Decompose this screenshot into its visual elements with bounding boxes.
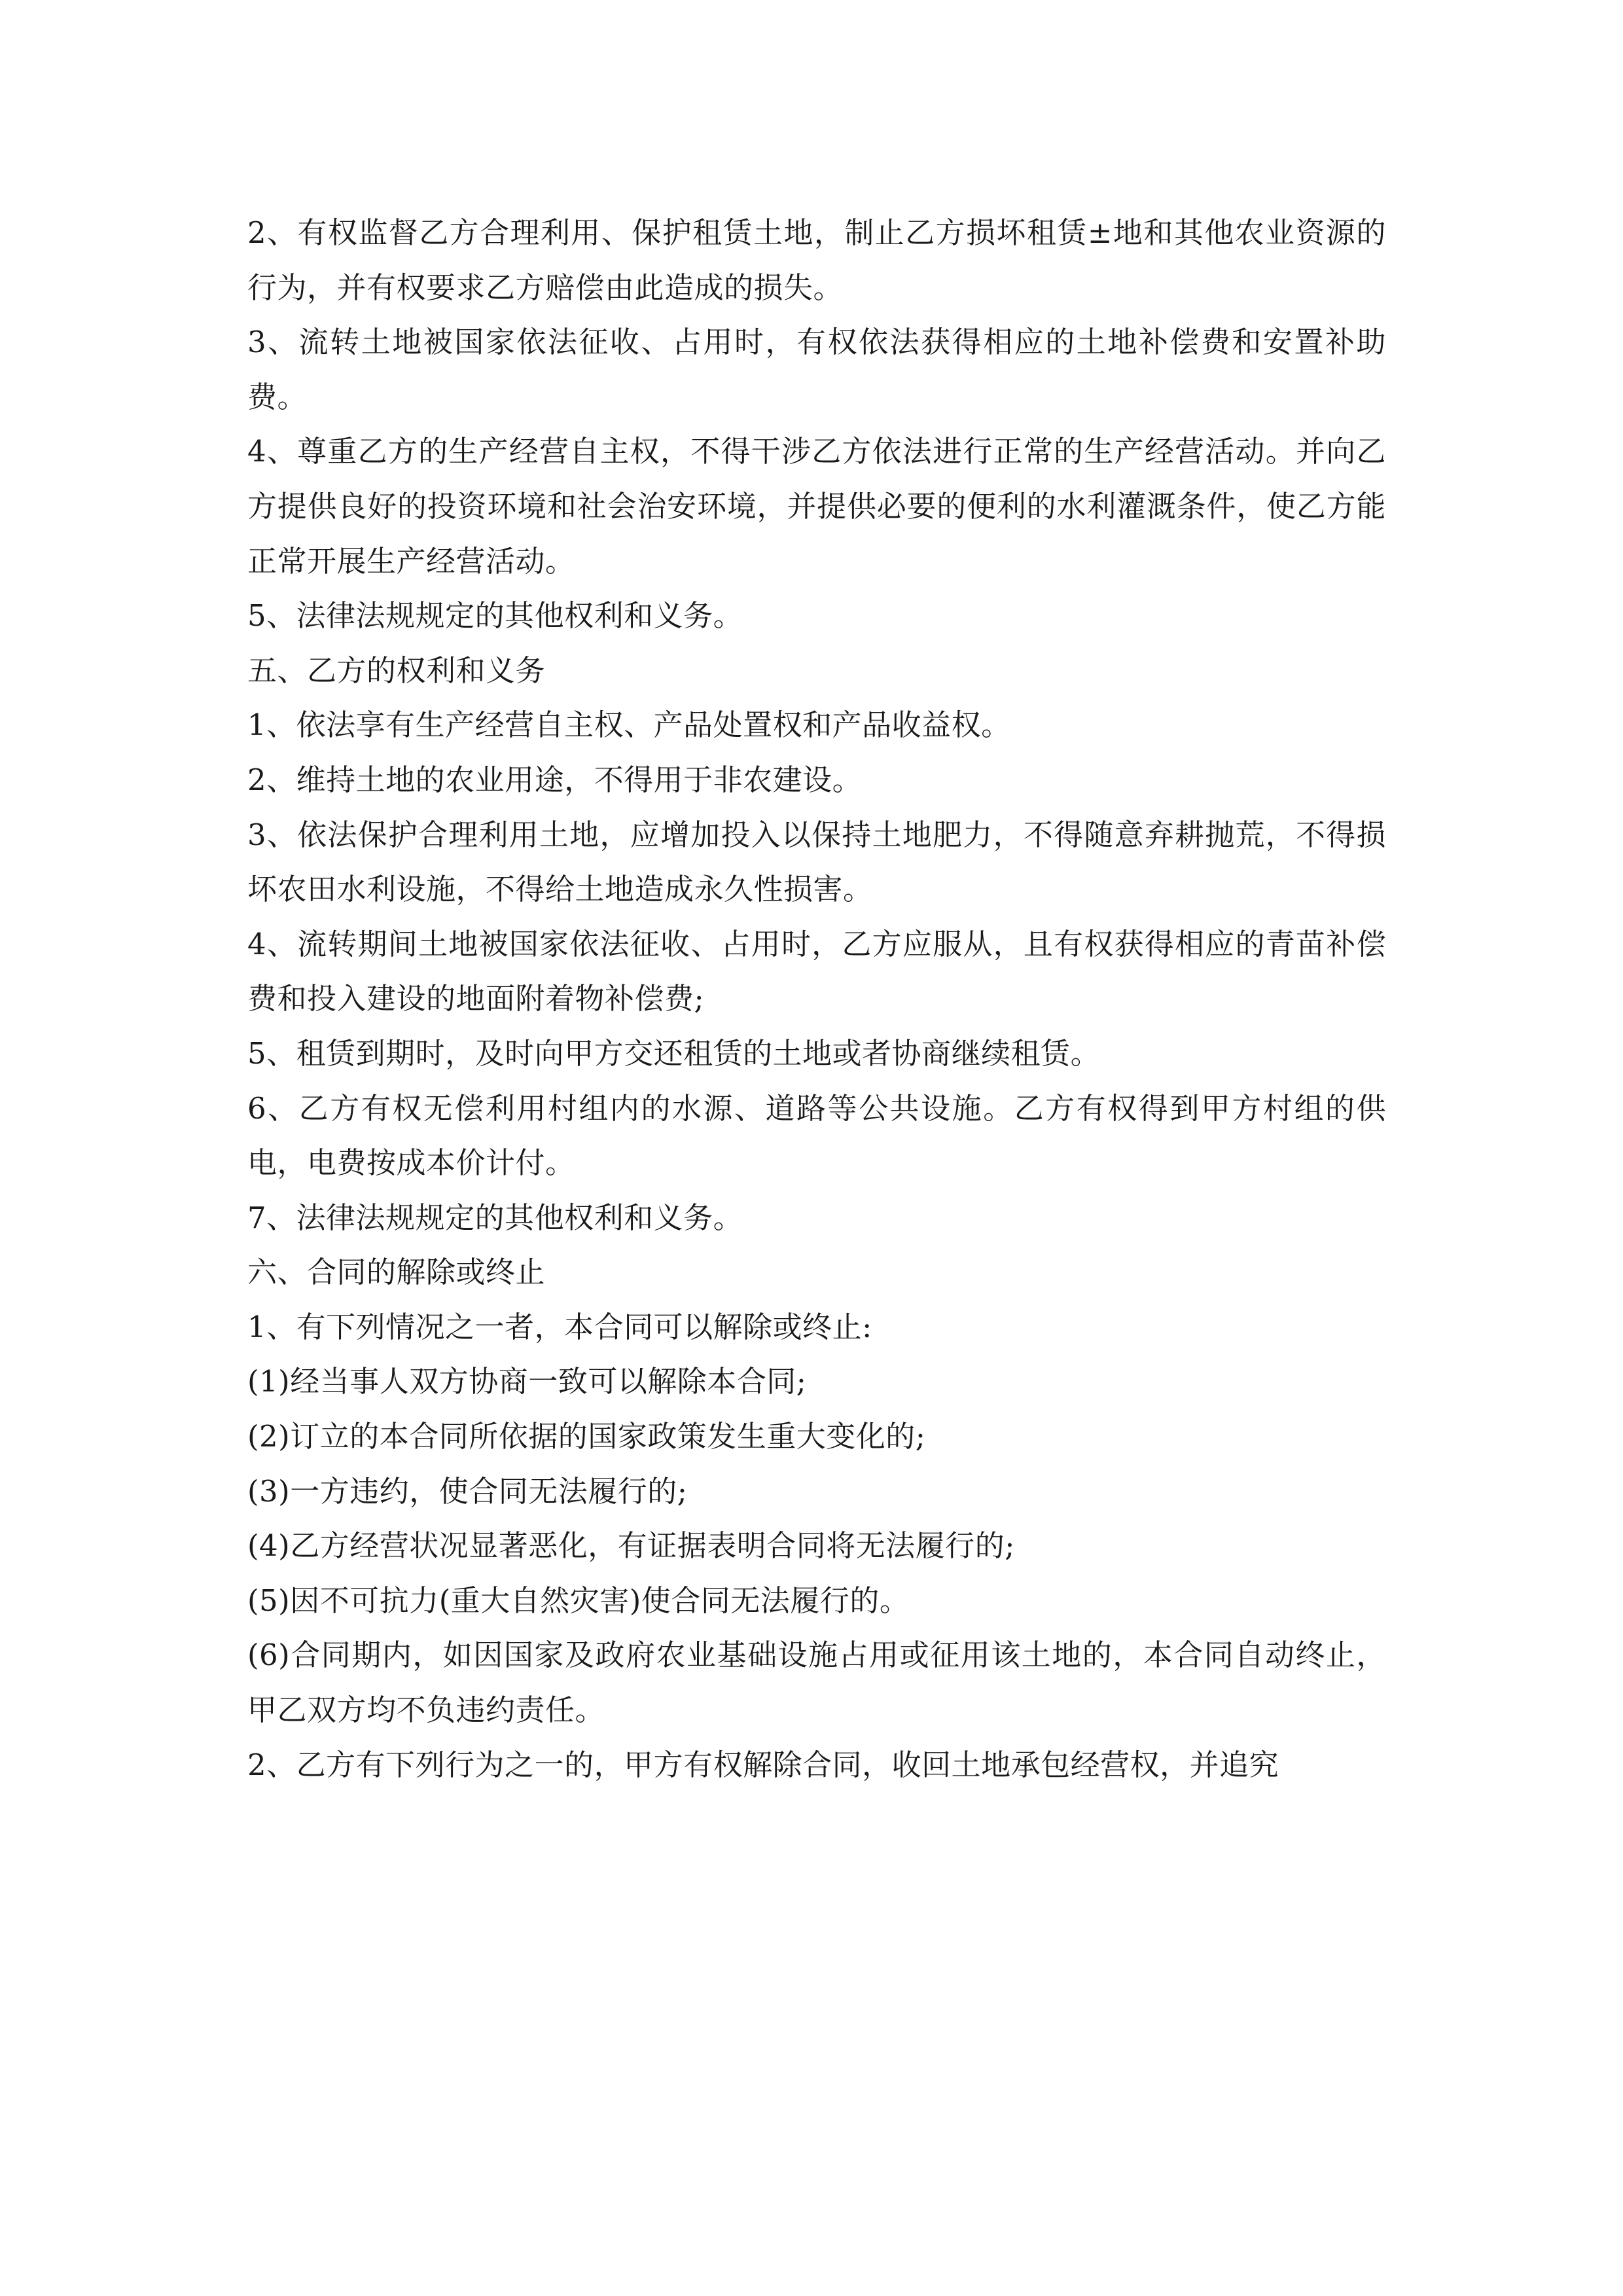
paragraph-clause-4: 4、尊重乙方的生产经营自主权，不得干涉乙方依法进行正常的生产经营活动。并向乙方提供良好的投资环境和社会治安环境，并提供必要的便利的水利灌溉条件，使乙方能正常开展生产经营活动。 <box>247 434 1386 579</box>
paragraph-termination-2: 2、乙方有下列行为之一的，甲方有权解除合同，收回土地承包经营权，并追究 <box>247 1747 1279 1782</box>
paragraph-b-clause-7: 7、法律法规规定的其他权利和义务。 <box>247 1200 743 1235</box>
paragraph-item-1: (1)经当事人双方协商一致可以解除本合同; <box>247 1364 807 1399</box>
paragraph-clause-5: 5、法律法规规定的其他权利和义务。 <box>247 598 743 634</box>
section-heading-6: 六、合同的解除或终止 <box>247 1255 546 1290</box>
paragraph-b-clause-5: 5、租赁到期时，及时向甲方交还租赁的土地或者协商继续租赁。 <box>247 1035 1101 1071</box>
paragraph-b-clause-4: 4、流转期间土地被国家依法征收、占用时，乙方应服从，且有权获得相应的青苗补偿费和投入建设的地面附着物补偿费; <box>247 926 1386 1016</box>
contract-body <box>247 206 1386 1792</box>
section-heading-5: 五、乙方的权利和义务 <box>247 653 546 688</box>
paragraph-item-4: (4)乙方经营状况显著恶化，有证据表明合同将无法履行的; <box>247 1528 1015 1564</box>
paragraph-b-clause-3: 3、依法保护合理利用土地，应增加投入以保持土地肥力，不得随意弃耕抛荒，不得损坏农田水利设施，不得给土地造成永久性损害。 <box>247 817 1386 907</box>
paragraph-termination-1: 1、有下列情况之一者，本合同可以解除或终止: <box>247 1309 872 1344</box>
paragraph-item-5: (5)因不可抗力(重大自然灾害)使合同无法履行的。 <box>247 1583 910 1618</box>
paragraph-item-2: (2)订立的本合同所依据的国家政策发生重大变化的; <box>247 1419 926 1454</box>
paragraph-b-clause-1: 1、依法享有生产经营自主权、产品处置权和产品收益权。 <box>247 708 1011 743</box>
paragraph-item-6: (6)合同期内，如因国家及政府农业基础设施占用或征用该土地的，本合同自动终止，甲乙双方均不负违约责任。 <box>247 1638 1386 1728</box>
paragraph-clause-3: 3、流转土地被国家依法征收、占用时，有权依法获得相应的土地补偿费和安置补助费。 <box>247 325 1386 414</box>
paragraph-b-clause-2: 2、维持土地的农业用途，不得用于非农建设。 <box>247 762 863 797</box>
paragraph-clause-2: 2、有权监督乙方合理利用、保护租赁土地，制止乙方损坏租赁±地和其他农业资源的行为，并有权要求乙方赔偿由此造成的损失。 <box>247 215 1386 305</box>
paragraph-b-clause-6: 6、乙方有权无偿利用村组内的水源、道路等公共设施。乙方有权得到甲方村组的供电，电费按成本价计付。 <box>247 1090 1386 1181</box>
paragraph-item-3: (3)一方违约，使合同无法履行的; <box>247 1473 688 1509</box>
